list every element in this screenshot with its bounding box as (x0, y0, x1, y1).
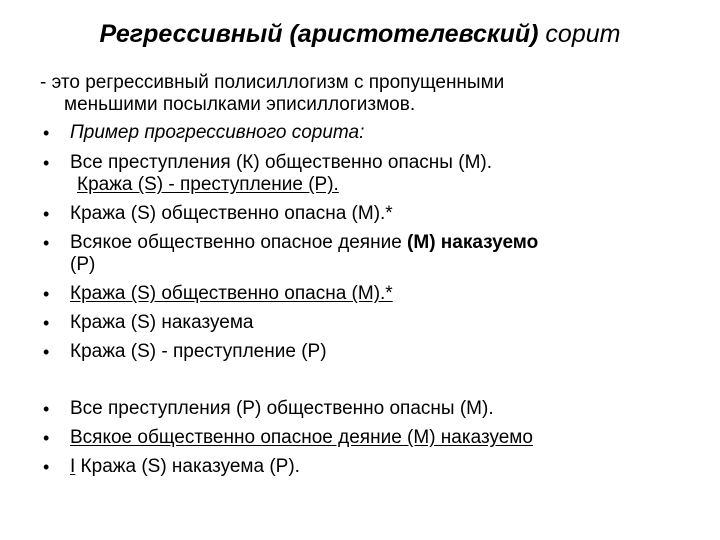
bullet-icon: • (43, 457, 50, 477)
example-heading: Пример прогрессивного сорита: (70, 122, 365, 143)
regressive-conclusion (70, 456, 300, 478)
conclusion-1: Кража (S) общественно опасна (М).* (70, 203, 393, 224)
bullet-icon: • (43, 342, 50, 362)
bullet-icon: • (43, 399, 50, 419)
title-bold: Регрессивный (аристотелевский) (99, 20, 539, 48)
premise-2 (70, 232, 538, 254)
conclusion-2: Кража (S) наказуема (70, 312, 254, 333)
bullet-icon: • (43, 284, 50, 304)
regressive-marker: I (70, 456, 76, 477)
bullet-icon: • (43, 428, 50, 448)
definition-line-2: меньшими посылками эписиллогизмов. (64, 94, 416, 115)
bullet-icon: • (43, 123, 50, 143)
regressive-conclusion-text: Кража (S) наказуема (Р). (75, 456, 300, 477)
premise-2-cont: (Р) (70, 254, 96, 275)
premise-2-text: Всякое общественно опасное деяние (70, 232, 408, 253)
bullet-icon: • (43, 313, 50, 333)
regressive-premise-2: Всякое общественно опасное деяние (М) наказуемо (70, 427, 533, 448)
premise-3: Кража (S) общественно опасна (М).* (70, 283, 393, 304)
premise-1: Все преступления (К) общественно опасны (М). (70, 152, 492, 173)
premise-2-bold: (М) наказуемо (407, 232, 539, 253)
bullet-icon: • (43, 204, 50, 224)
bullet-icon: • (43, 233, 50, 253)
slide-title (0, 20, 720, 49)
definition-line-1: - это регрессивный полисиллогизм с пропущенными (40, 72, 505, 93)
title-rest: сорит (538, 20, 621, 48)
regressive-premise-1: Все преступления (Р) общественно опасны (М). (70, 398, 494, 419)
conclusion-3: Кража (S) - преступление (Р) (70, 341, 327, 362)
premise-1b: Кража (S) - преступление (Р). (77, 174, 339, 195)
bullet-icon: • (43, 153, 50, 173)
